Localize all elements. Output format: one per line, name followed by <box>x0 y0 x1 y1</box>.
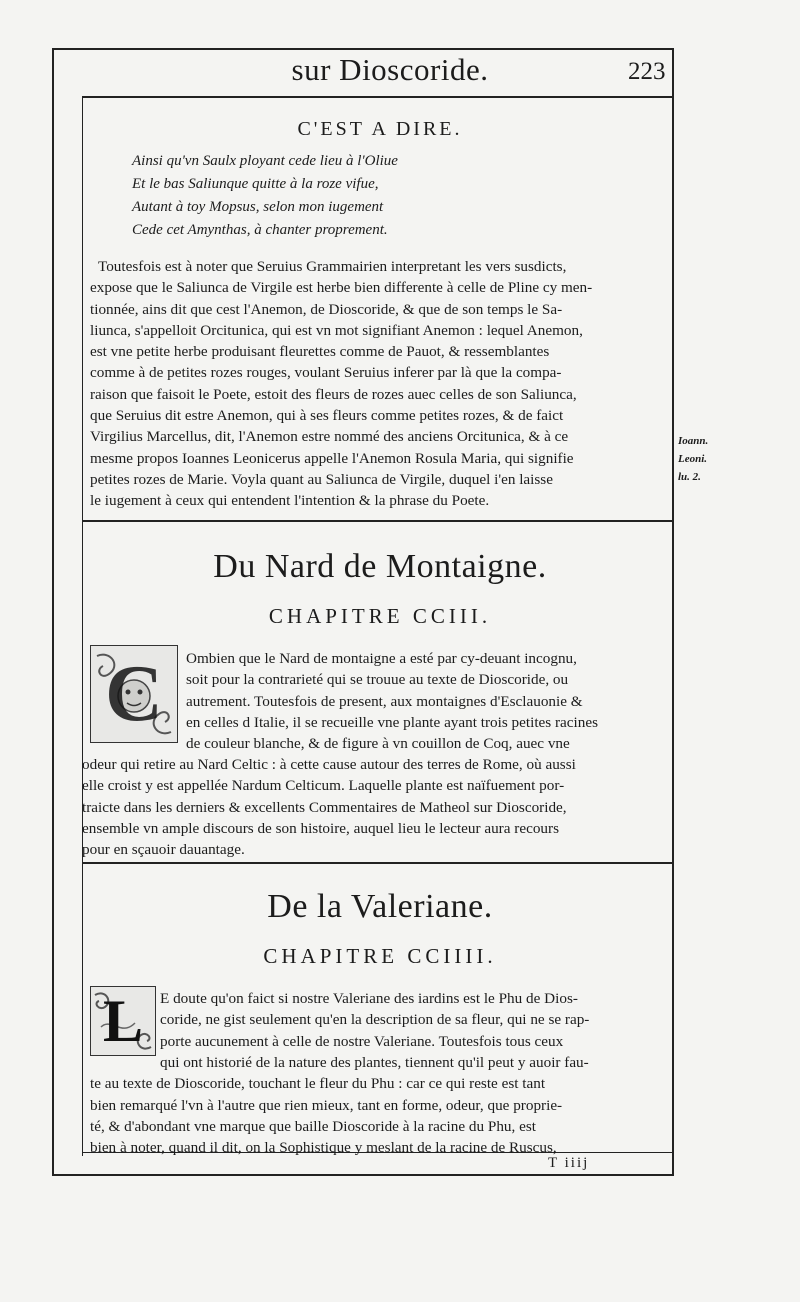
text-line: te au texte de Dioscoride, touchant le fleur du Phu : car ce qui reste est tant <box>90 1075 546 1093</box>
text-line: soit pour la contrarieté qui se trouue au texte de Dioscoride, ou <box>186 671 569 689</box>
chapter-number: CHAPITRE CCIIII. <box>263 944 497 968</box>
chapter-paragraph-continued <box>90 1052 668 1158</box>
chapter-paragraph-continued <box>82 754 668 860</box>
header-rule <box>82 96 672 98</box>
frame-top-rule <box>52 48 674 50</box>
text-line: bien à noter, quand il dit, on la Sophistique y meslant de la racine de Ruscus, <box>90 1139 557 1157</box>
section-divider-2 <box>82 862 672 864</box>
text-line: le iugement à ceux qui entendent l'intention & la phrase du Poete. <box>90 492 490 510</box>
text-line: té, & d'abondant vne marque que baille Dioscoride à la racine du Phu, est <box>90 1117 536 1135</box>
text-line: Ombien que le Nard de montaigne a esté par cy-deuant incognu, <box>186 650 577 667</box>
text-line: petites rozes de Marie. Voyla quant au Saliunca de Virgile, duquel i'en laisse <box>90 470 553 488</box>
decorated-initial <box>90 645 178 743</box>
text-line: autrement. Toutesfois de present, aux montaignes d'Esclauonie & <box>186 692 583 710</box>
text-line: tionnée, ains dit que cest l'Anemon, de Dioscoride, & que de son temps le Sa- <box>90 300 563 318</box>
commentary-paragraph <box>90 256 668 512</box>
text-line: expose que le Saliunca de Virgile est herbe bien differente à celle de Pline cy men- <box>90 279 593 297</box>
text-line: elle croist y est appellée Nardum Celticum. Laquelle plante est naïfuement por- <box>82 777 565 795</box>
verse-line: Autant à toy Mopsus, selon mon iugement <box>132 199 384 215</box>
text-line: en celles d Italie, il se recueille vne plante ayant trois petites racines <box>186 713 598 731</box>
text-line: raison que faisoit le Poete, estoit des fleurs de rozes auec celles de son Saliunca, <box>90 385 577 403</box>
frame-left-rule <box>52 48 54 1176</box>
section-heading: C'EST A DIRE. <box>297 118 463 140</box>
text-line: bien remarqué l'vn à l'autre que rien mieux, tant en forme, odeur, que proprie- <box>90 1096 563 1114</box>
chapter-paragraph <box>160 988 668 1052</box>
text-line: de couleur blanche, & de figure à vn couillon de Coq, auec vne <box>186 735 570 753</box>
section-divider-1 <box>82 520 672 522</box>
text-line: pour en sçauoir dauantage. <box>82 841 245 859</box>
signature-mark: T iiij <box>548 1155 590 1171</box>
text-line: E doute qu'on faict si nostre Valeriane des iardins est le Phu de Dios- <box>160 990 578 1007</box>
margin-note-line: Ioann. <box>678 435 709 447</box>
text-line: Virgilius Marcellus, dit, l'Anemon estre nommé des anciens Orcitunica, & à ce <box>90 428 569 446</box>
chapter-number: CHAPITRE CCIII. <box>268 604 492 628</box>
running-head: sur Dioscoride. <box>291 52 489 87</box>
chapter-title: De la Valeriane. <box>267 888 493 925</box>
verse-line: Cede cet Amynthas, à chanter proprement. <box>132 222 388 238</box>
verse-line: Et le bas Saliunque quitte à la roze vifue, <box>132 176 379 192</box>
chapter-paragraph <box>186 648 668 754</box>
initial-letter: L <box>102 987 144 1054</box>
margin-note <box>678 432 748 486</box>
text-line: Toutesfois est à noter que Seruius Grammairien interpretant les vers susdicts, <box>98 258 567 275</box>
text-line: odeur qui retire au Nard Celtic : à cette cause autour des terres de Rome, où aussi <box>82 756 576 773</box>
text-line: que Seruius dit estre Anemon, qui à ses fleurs comme petites rozes, & de faict <box>90 407 564 425</box>
text-line: comme à de petites rozes rouges, voulant Seruius inferer par là que la compa- <box>90 364 562 382</box>
text-line: qui ont historié de la nature des plantes, tiennent qu'il peut y auoir fau- <box>160 1054 589 1071</box>
margin-note-line: Leoni. <box>678 453 708 465</box>
text-line: ensemble vn ample discours de son histoire, auquel lieu le lecteur aura recours <box>82 819 559 837</box>
frame-bottom-rule <box>52 1174 674 1176</box>
chapter-title: Du Nard de Montaigne. <box>213 548 547 585</box>
margin-note-line: lu. 2. <box>678 471 701 483</box>
text-line: mesme propos Ioannes Leonicerus appelle l'Anemon Rosula Maria, qui signifie <box>90 449 574 467</box>
text-line: coride, ne gist seulement qu'en la description de sa fleur, qui ne se rap- <box>160 1011 590 1029</box>
decorated-initial <box>90 986 156 1056</box>
initial-letter: C <box>105 649 163 738</box>
verse-line: Ainsi qu'vn Saulx ployant cede lieu à l'Oliue <box>132 153 398 169</box>
text-line: liunca, s'appelloit Orcitunica, qui est vn mot signifiant Anemon : lequel Anemon, <box>90 321 583 339</box>
page-number: 223 <box>628 58 666 85</box>
inner-left-rule <box>82 96 83 1156</box>
text-line: traicte dans les derniers & excellents Commentaires de Matheol sur Dioscoride, <box>82 798 567 816</box>
text-line: est vne petite herbe produisant fleurettes comme de Pauot, & ressemblantes <box>90 343 550 361</box>
text-line: porte aucunement à celle de nostre Valeriane. Toutesfois tous ceux <box>160 1032 564 1050</box>
frame-right-rule <box>672 48 674 1176</box>
